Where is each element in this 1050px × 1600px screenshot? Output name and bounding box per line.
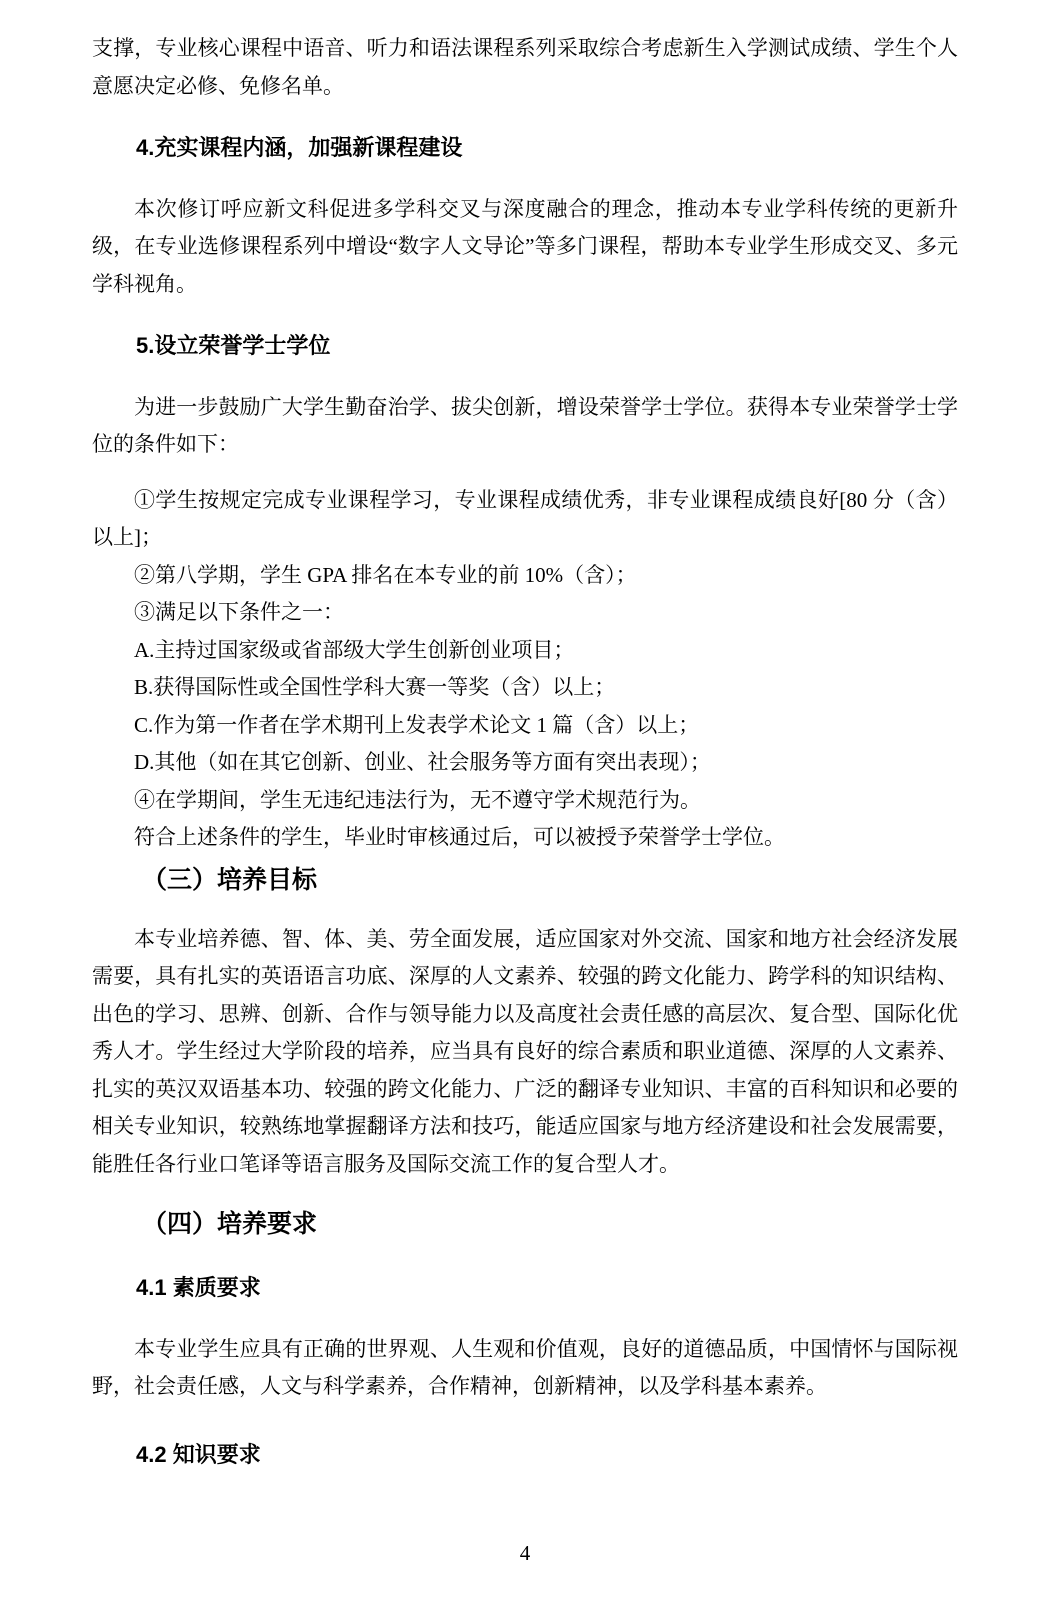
document-content: [92, 30, 958, 1473]
list-item-condition-4: ④在学期间，学生无违纪违法行为，无不遵守学术规范行为。: [134, 787, 701, 812]
chapter-heading-3-training-objectives: （三）培养目标: [142, 865, 318, 894]
page-number: 4: [519, 1541, 531, 1565]
list-item-condition-3d: D.其他（如在其它创新、创业、社会服务等方面有突出表现）；: [134, 750, 711, 774]
paragraph-new-courses: 本次修订呼应新文科促进多学科交叉与深度融合的理念，推动本专业学科传统的更新升级，在专业选修课程系列中增设“数字人文导论”等多门课程，帮助本专业学生形成交叉、多元学科视角。: [92, 196, 958, 296]
paragraph-quality-requirements: 本专业学生应具有正确的世界观、人生观和价值观，良好的道德品质，中国情怀与国际视野，社会责任感，人文与科学素养，合作精神，创新精神，以及学科基本素养。: [92, 1336, 958, 1398]
paragraph-continued-from-previous-page: 支撑，专业核心课程中语音、听力和语法课程系列采取综合考虑新生入学测试成绩、学生个人意愿决定必修、免修名单。: [92, 36, 958, 98]
list-item-condition-3a: A.主持过国家级或省部级大学生创新创业项目；: [134, 637, 575, 662]
section-heading-4-2-knowledge-requirements: 4.2 知识要求: [136, 1441, 261, 1467]
section-heading-4-course-content: 4.充实课程内涵，加强新课程建设: [136, 135, 463, 160]
list-item-condition-3b: B.获得国际性或全国性学科大赛一等奖（含）以上；: [134, 675, 616, 699]
list-item-condition-3c: C.作为第一作者在学术期刊上发表学术论文 1 篇（含）以上；: [134, 712, 700, 737]
section-heading-4-1-quality-requirements: 4.1 素质要求: [136, 1275, 261, 1300]
paragraph-training-objectives: 本专业培养德、智、体、美、劳全面发展，适应国家对外交流、国家和地方社会经济发展需要，具有扎实的英语语言功底、深厚的人文素养、较强的跨文化能力、跨学科的知识结构、出色的学习、思辨、创新、合作与领导能力以及高度社会责任感的高层次、复合型、国际化优秀人才。学生经过大学阶段的培养，应当具有良好的综合素质和职业道德、深厚的人文素养、扎实的英汉双语基本功、较强的跨文化能力、广泛的翻译专业知识、丰富的百科知识和必要的相关专业知识，较熟练地掌握翻译方法和技巧，能适应国家与地方经济建设和社会发展需要，能胜任各行业口笔译等语言服务及国际交流工作的复合型人才。: [92, 926, 958, 1176]
paragraph-honors-intro: 为进一步鼓励广大学生勤奋治学、拔尖创新，增设荣誉学士学位。获得本专业荣誉学士学位的条件如下：: [92, 394, 958, 456]
chapter-heading-4-training-requirements: （四）培养要求: [142, 1210, 318, 1238]
section-heading-5-honors-degree: 5.设立荣誉学士学位: [136, 333, 331, 358]
list-item-condition-2: ②第八学期，学生 GPA 排名在本专业的前 10%（含）；: [134, 562, 637, 587]
list-item-condition-3: ③满足以下条件之一：: [134, 600, 344, 624]
list-item-condition-1: ①学生按规定完成专业课程学习，专业课程成绩优秀，非专业课程成绩良好[80 分（含）以上]；: [92, 487, 958, 549]
paragraph-honors-conclusion: 符合上述条件的学生，毕业时审核通过后，可以被授予荣誉学士学位。: [134, 825, 785, 849]
